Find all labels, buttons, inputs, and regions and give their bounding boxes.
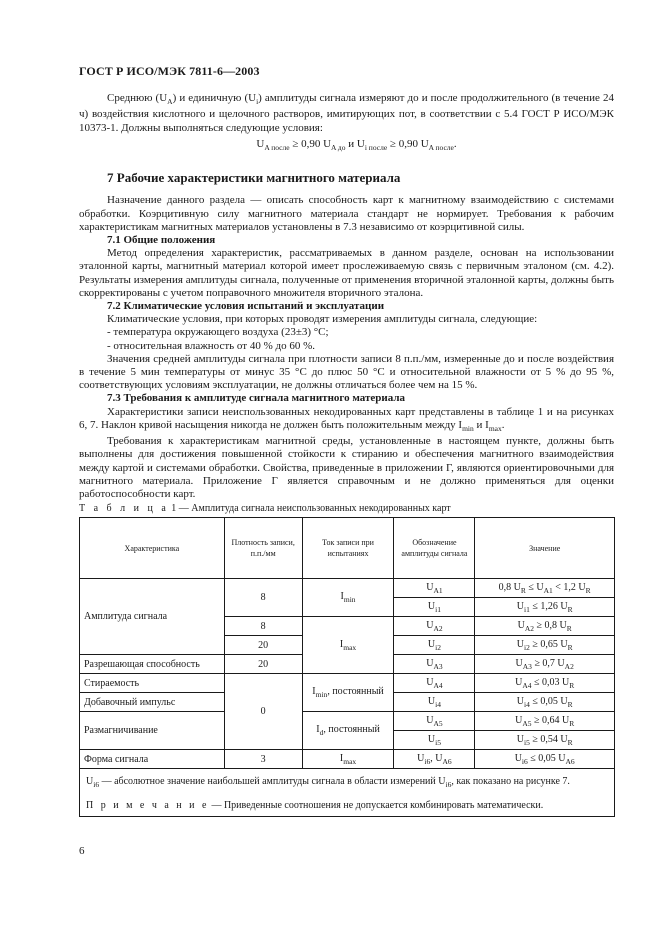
table-row [80, 579, 615, 598]
cell-symbol: $U_{A4}$ [394, 674, 475, 693]
table-row [80, 712, 615, 731]
cell-value: $U_{i2} \ge 0,65$ $U_R$ [475, 636, 615, 655]
cell-value: $U_{A5} \ge 0,64$ $U_R$ [475, 712, 615, 731]
cell-demagnetization: Размагничивание [80, 712, 225, 750]
table-note-row [80, 769, 615, 817]
header-value: Значение [475, 518, 615, 579]
cell-current: $I_{min}$, постоянный [302, 674, 394, 712]
cell-amplitude: Амплитуда сигнала [80, 579, 225, 655]
table-row [80, 674, 615, 693]
cell-density: 3 [224, 750, 302, 769]
cell-density: 20 [224, 636, 302, 655]
cell-current: $I_{max}$ [302, 617, 394, 674]
cell-density: 20 [224, 655, 302, 674]
cell-value: $U_{i1} \le 1,26$ $U_R$ [475, 598, 615, 617]
cell-density: 8 [224, 579, 302, 617]
table-row [80, 750, 615, 769]
table-footnote: $U_{i6}$ — абсолютное значение наибольшей амплитуды сигнала в области измерений $U_{i6}$, как показано на рисунке 7. [86, 776, 570, 789]
table-caption-label: Т а б л и ц а [79, 503, 169, 514]
section-7-title: 7 Рабочие характеристики магнитного материала [107, 170, 401, 186]
header-current: Ток записи при испытаниях [302, 518, 394, 579]
cell-resolution: Разрешающая способность [80, 655, 225, 674]
cell-value: 0,8 $U_R \le U_{A1} < 1,2$ $U_R$ [475, 579, 615, 598]
cell-symbol: $U_{A5}$ [394, 712, 475, 731]
formula: $U_{A после} \ge 0,90$ $U_{A до}$ и $U_{i после} \ge 0,90$ $U_{A после}$. [256, 137, 457, 152]
subsection-7-3-paragraph-2: Требования к характеристикам магнитной среды, установленные в настоящем пункте, должны быть выполнены для достижения повышенной стойкости к стиранию и обеспечения магнитного взаимодействия между картой и системами обработки. Свойства, приведенные в приложении Г, являются ориентировочными для магнитного материала. Приложение Г является справочным и не должно применяться для оценки работоспособности карт. [79, 435, 614, 501]
cell-density: 8 [224, 617, 302, 636]
subsection-7-2-paragraph: Климатические условия, при которых проводят измерения амплитуды сигнала, следующие: [107, 313, 538, 326]
cell-waveform: Форма сигнала [80, 750, 225, 769]
table-amplitude [79, 517, 615, 817]
table-header-row [80, 518, 615, 579]
table-note [86, 799, 608, 812]
cell-value: $U_{A4} \le 0,03$ $U_R$ [475, 674, 615, 693]
cell-symbol: $U_{i5}$ [394, 731, 475, 750]
list-item-humidity: - относительная влажность от 40 % до 60 %. [107, 339, 316, 352]
cell-symbol: $U_{i1}$ [394, 598, 475, 617]
cell-symbol: $U_{A2}$ [394, 617, 475, 636]
cell-density: 0 [224, 674, 302, 750]
page-number: 6 [79, 845, 85, 857]
subsection-7-3-paragraph: Характеристики записи неиспользованных некодированных карт представлены в таблице 1 и на рисунках 6, 7. Наклон кривой насыщения никогда не должен быть положительным между $I_{min}$ и $I_{max}$. [79, 405, 614, 434]
document-body [79, 92, 614, 501]
table-note-label: П р и м е ч а н и е [86, 800, 209, 811]
cell-extra-pulse: Добавочный импульс [80, 693, 225, 712]
cell-symbol: $U_{A3}$ [394, 655, 475, 674]
table-caption [79, 503, 451, 514]
cell-value: $U_{i4} \le 0,05$ $U_R$ [475, 693, 615, 712]
cell-value: $U_{A2} \ge 0,8$ $U_R$ [475, 617, 615, 636]
section-7-paragraph: Назначение данного раздела — описать способность карт к магнитному взаимодействию с системами обработки. Коэрцитивную силу магнитного материала стандарт не нормирует. Требования к рабочим характеристикам магнитных материалов установлены в 7.3 независимо от коэрцитивной силы. [79, 194, 614, 233]
cell-erasure: Стираемость [80, 674, 225, 693]
cell-symbol: $U_{i6}$, $U_{A6}$ [394, 750, 475, 769]
cell-value: $U_{A3} \ge 0,7$ $U_{A2}$ [475, 655, 615, 674]
table-note-text: — Приведенные соотношения не допускается комбинировать математически. [208, 800, 544, 811]
subsection-7-1-paragraph: Метод определения характеристик, рассматриваемых в данном разделе, основан на использовании эталонной карты, магнитный материал которой имеет прослеживаемую связь с первичным эталоном (см. 4.2). Результаты измерения амплитуды сигнала, полученные от применения вторичной эталонной карты, должны быть скорректированы с учетом поправочного множителя вторичного эталона. [79, 247, 614, 299]
list-item-temperature: - температура окружающего воздуха (23±3) °С; [107, 326, 329, 339]
cell-symbol: $U_{i4}$ [394, 693, 475, 712]
subsection-7-3-title: 7.3 Требования к амплитуде сигнала магнитного материала [107, 392, 406, 405]
cell-current: $I_{max}$ [302, 750, 394, 769]
subsection-7-1-title: 7.1 Общие положения [107, 234, 216, 246]
cell-value: $U_{i6} \le 0,05$ $U_{A6}$ [475, 750, 615, 769]
cell-symbol: $U_{i2}$ [394, 636, 475, 655]
header-symbol: Обозначение амплитуды сигнала [394, 518, 475, 579]
intro-paragraph: Среднюю $(U_A)$ и единичную $(U_i)$ амплитуды сигнала измеряют до и после продолжительного (в течение 24 ч) воздействия кислотного и щелочного растворов, имитирующих пот, в соответствии с 5.4 ГОСТ Р ИСО/МЭК 10373-1. Должны выполняться следующие условия: [79, 92, 614, 134]
table-caption-text: 1 — Амплитуда сигнала неиспользованных некодированных карт [168, 503, 451, 514]
cell-value: $U_{i5} \ge 0,54$ $U_R$ [475, 731, 615, 750]
header-density: Плотность записи, п.п./мм [224, 518, 302, 579]
cell-symbol: $U_{A1}$ [394, 579, 475, 598]
subsection-7-2-paragraph-2: Значения средней амплитуды сигнала при плотности записи 8 п.п./мм, измеренные до и после воздействия в течение 5 мин температуры от минус 35 °С до плюс 50 °С и относительной влажности от 5 % до 95 %, соответствующих условиям эксплуатации, не должны отличаться более чем на 15 %. [79, 352, 614, 392]
table-note-cell [80, 769, 615, 817]
cell-current: $I_d$, постоянный [302, 712, 394, 750]
header-characteristic: Характеристика [80, 518, 225, 579]
document-header: ГОСТ Р ИСО/МЭК 7811-6—2003 [79, 64, 260, 78]
cell-current: $I_{min}$ [302, 579, 394, 617]
subsection-7-2-title: 7.2 Климатические условия испытаний и эксплуатации [107, 300, 385, 313]
